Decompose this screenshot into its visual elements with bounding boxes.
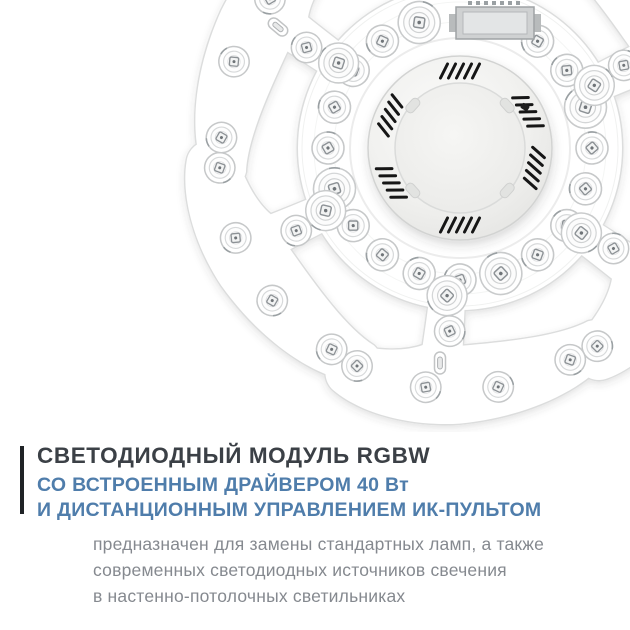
driver-dome [368, 56, 552, 240]
product-title: СВЕТОДИОДНЫЙ МОДУЛЬ RGBW [37, 443, 431, 468]
product-description [93, 531, 544, 609]
subtitle-line-2: И ДИСТАНЦИОННЫМ УПРАВЛЕНИЕМ ИК-ПУЛЬТОМ [37, 498, 542, 521]
description-line-1: предназначен для замены стандартных ламп, а также [93, 534, 545, 554]
product-subtitle [37, 473, 541, 522]
subtitle-line-1: СО ВСТРОЕННЫМ ДРАЙВЕРОМ 40 Вт [37, 474, 410, 496]
heading-accent-bar [20, 446, 24, 514]
description-line-2: современных светодиодных источников свечения [93, 560, 507, 580]
mounting-hole [435, 352, 446, 374]
caption-block [0, 432, 630, 630]
description-line-3: в настенно-потолочных светильниках [93, 586, 406, 606]
power-connector [449, 1, 541, 39]
